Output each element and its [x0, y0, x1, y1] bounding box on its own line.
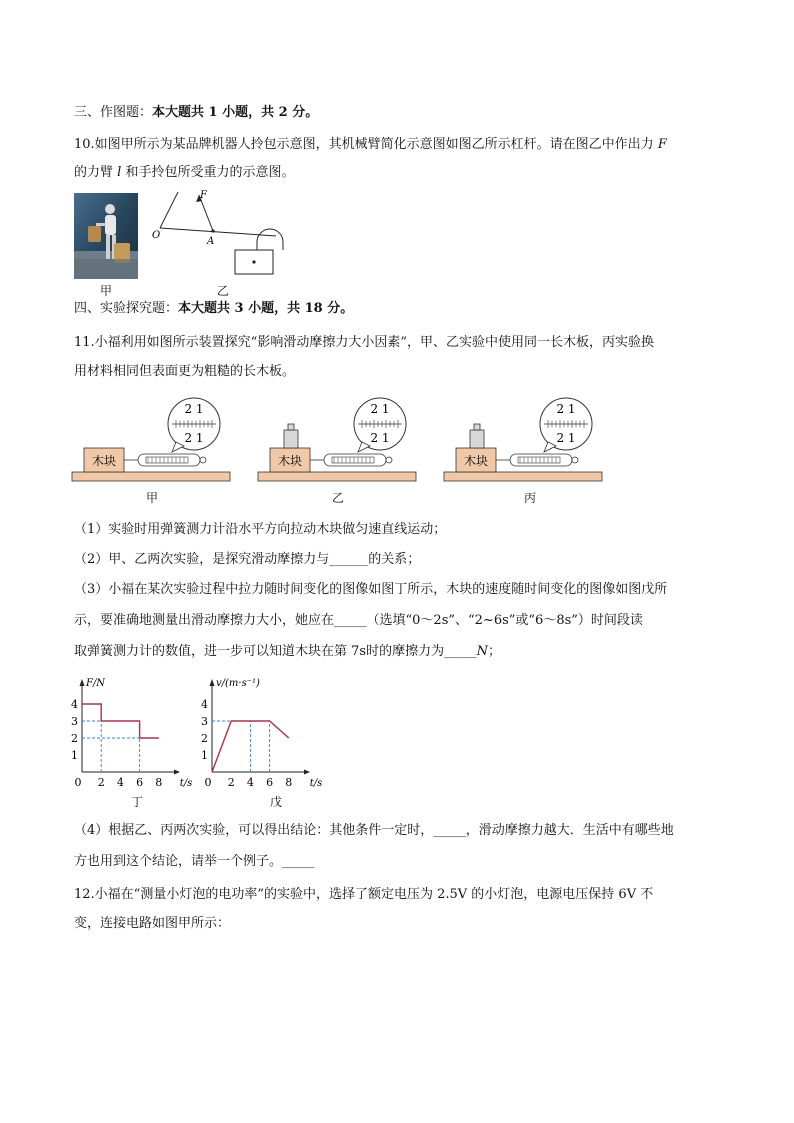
- section-3-heading: [74, 104, 318, 122]
- section-3-desc: 本大题共 1 小题，共 2 分。: [152, 105, 319, 120]
- ding-y-label: F/N: [86, 678, 106, 689]
- q11-unit-n: N: [476, 644, 488, 659]
- q10-text-line1: [74, 136, 667, 154]
- ding-x-tick-6: 6: [136, 776, 144, 789]
- gauge-bottom-yi: 2 1: [370, 431, 390, 445]
- q11-part4-line1: （4）根据乙、丙两次实验，可以得出结论：其他条件一定时，_____，滑动摩擦力越大．生活中有哪些地: [74, 823, 674, 838]
- wu-x-tick-0: 0: [204, 776, 212, 789]
- robot-photo: [74, 193, 138, 279]
- block-label-bing: 木块: [463, 454, 489, 468]
- wu-x-arrow: [304, 770, 310, 775]
- caption-ding: 丁: [130, 795, 143, 809]
- wu-y-arrow: [210, 679, 215, 686]
- ding-x-arrow: [174, 770, 180, 775]
- wu-x-label: t/s: [309, 778, 323, 789]
- q10-arm-symbol: l: [117, 165, 122, 180]
- ding-x-tick-0: 0: [74, 776, 82, 789]
- ding-x-label: t/s: [179, 778, 193, 789]
- chart-wu: [200, 672, 340, 792]
- q11-part3-line3-end: ；: [487, 644, 501, 659]
- chart-ding: [70, 672, 200, 792]
- q11-part4-line2: 方也用到这个结论，请举一个例子。_____: [74, 854, 315, 869]
- gauge-top-yi: 2 1: [370, 402, 390, 416]
- ding-y-tick-3: 3: [71, 715, 78, 728]
- wu-x-tick-8: 8: [285, 776, 293, 789]
- caption-yi: 乙: [331, 491, 344, 505]
- gauge-top-jia: 2 1: [184, 402, 204, 416]
- section-4-desc: 本大题共 3 小题，共 18 分。: [178, 301, 354, 316]
- ding-y-tick-4: 4: [71, 698, 78, 711]
- wu-x-tick-2: 2: [227, 776, 235, 789]
- wu-y-tick-2: 2: [201, 732, 208, 745]
- apparatus-yi: [258, 394, 416, 484]
- q11-part3-line2: 示，要准确地测量出滑动摩擦力大小，她应在_____（选填“0～2s”、“2~6s”或“6～8s”）时间段读: [74, 613, 643, 628]
- lever-diagram: [150, 186, 290, 282]
- wu-y-label: v/(m·s⁻¹): [216, 678, 260, 689]
- q11-part1: （1）实验时用弹簧测力计沿水平方向拉动木块做匀速直线运动；: [74, 522, 447, 537]
- q10-line2-text: 的力臂: [74, 165, 118, 180]
- q10-line1-text: 10.如图甲所示为某品牌机器人拎包示意图，其机械臂简化示意图如图乙所示杠杆。请在图乙中作出力: [74, 137, 658, 152]
- gauge-bottom-bing: 2 1: [556, 431, 576, 445]
- gauge-top-bing: 2 1: [556, 402, 576, 416]
- apparatus-bing: [444, 394, 602, 484]
- q10-photo-caption: 甲: [99, 284, 112, 298]
- section-3-label: 三、作图题：: [74, 105, 153, 120]
- q12-line2: 变，连接电路如图甲所示：: [74, 916, 231, 931]
- ding-y-tick-2: 2: [71, 732, 78, 745]
- section-4-label: 四、实验探究题：: [74, 301, 179, 316]
- block-label-jia: 木块: [91, 454, 117, 468]
- q11-intro-line1: 11.小福利用如图所示装置探究“影响滑动摩擦力大小因素”，甲、乙实验中使用同一长木板，丙实验换: [74, 335, 654, 350]
- caption-jia: 甲: [145, 491, 158, 505]
- q11-part2: （2）甲、乙两次实验，是探究滑动摩擦力与______的关系；: [74, 552, 421, 567]
- lever-label-f: F: [200, 190, 207, 201]
- block-label-yi: 木块: [277, 454, 303, 468]
- q11-part3-line1: （3）小福在某次实验过程中拉力随时间变化的图像如图丁所示，木块的速度随时间变化的图像如图戊所: [74, 582, 668, 597]
- ding-x-tick-4: 4: [116, 776, 124, 789]
- wu-y-tick-1: 1: [201, 749, 208, 762]
- wu-y-tick-4: 4: [201, 698, 208, 711]
- q10-diagram-caption: 乙: [216, 284, 229, 298]
- wu-x-tick-6: 6: [266, 776, 274, 789]
- apparatus-jia: [72, 394, 230, 484]
- gauge-bottom-jia: 2 1: [184, 431, 204, 445]
- q11-part3-line3: [74, 643, 501, 661]
- q12-line1: 12.小福在“测量小灯泡的电功率”的实验中，选择了额定电压为 2.5V 的小灯泡，电源电压保持 6V 不: [74, 887, 654, 902]
- wu-x-tick-4: 4: [246, 776, 254, 789]
- q11-part3-line3-text: 取弹簧测力计的数值，进一步可以知道木块在第 7s时的摩擦力为_____: [74, 644, 477, 659]
- ding-y-arrow: [80, 679, 85, 686]
- q10-force-symbol: F: [657, 137, 667, 152]
- caption-wu: 戊: [269, 795, 282, 809]
- wu-y-tick-3: 3: [201, 715, 208, 728]
- ding-y-tick-1: 1: [71, 749, 78, 762]
- q10-line2-text-end: 和手拎包所受重力的示意图。: [121, 165, 295, 180]
- lever-label-a: A: [207, 236, 215, 247]
- ding-x-tick-2: 2: [97, 776, 105, 789]
- section-4-heading: [74, 300, 353, 318]
- ding-x-tick-8: 8: [155, 776, 163, 789]
- q10-text-line2: [74, 164, 294, 182]
- caption-bing: 丙: [523, 491, 536, 505]
- q11-intro-line2: 用材料相同但表面更为粗糙的长木板。: [74, 364, 296, 379]
- lever-label-o: O: [152, 230, 161, 241]
